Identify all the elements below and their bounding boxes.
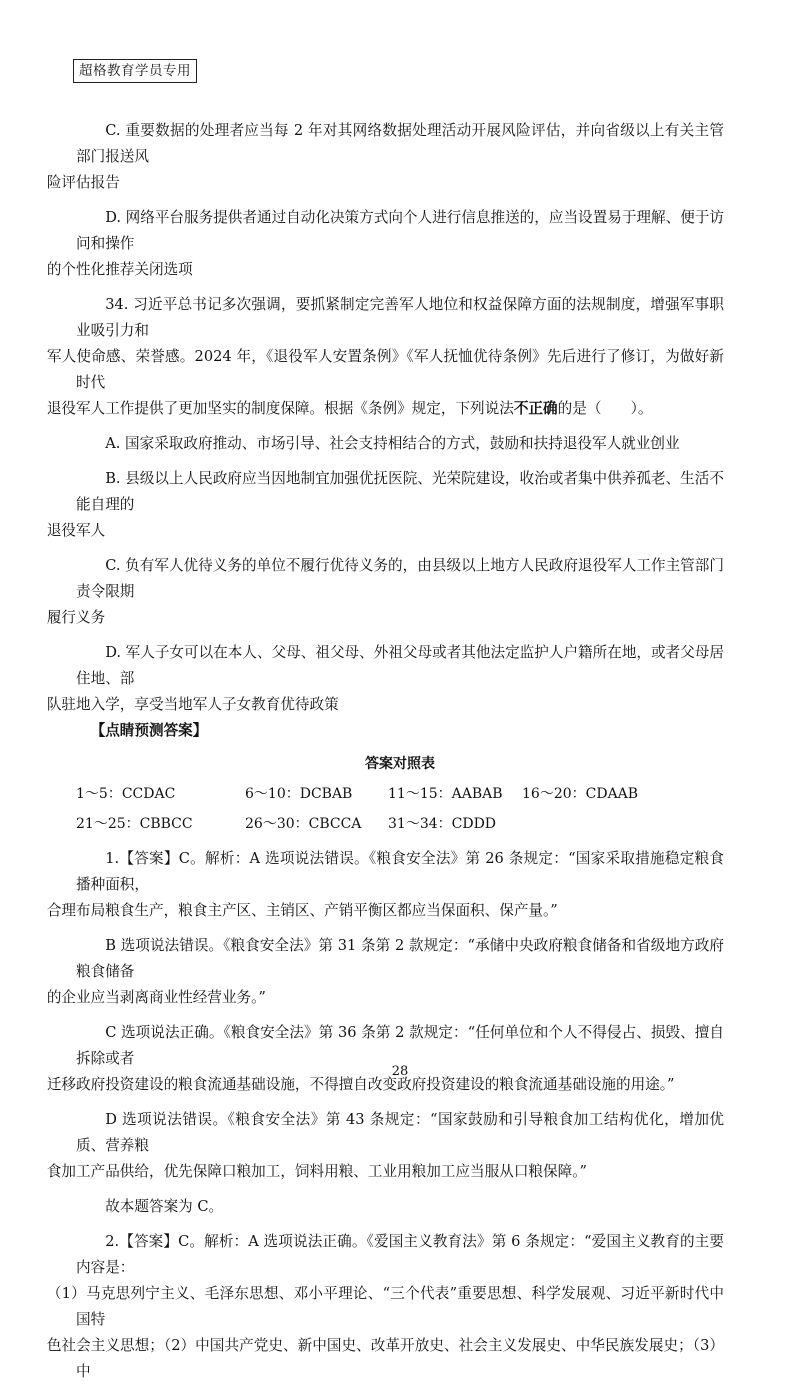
q34-option-b-line1: B. 县级以上人民政府应当因地制宜加强优抚医院、光荣院建设，收治或者集中供养孤老、生活不能自理的 bbox=[76, 470, 724, 513]
exp1-para-b-line2: 的企业应当剥离商业性经营业务。” bbox=[46, 989, 266, 1006]
answer-cell: 16～20：CDAAB bbox=[522, 786, 639, 802]
q33-option-c-line1: C. 重要数据的处理者应当每 2 年对其网络数据处理活动开展风险评估，并向省级以上有关主管部门报送风 bbox=[76, 122, 724, 165]
exp1-para-c-line1: C 选项说法正确。《粮食安全法》第 36 条第 2 款规定：“任何单位和个人不得侵占、损毁、擅自拆除或者 bbox=[76, 1024, 724, 1067]
exp2-line1: 2.【答案】C。解析：A 选项说法正确。《爱国主义教育法》第 6 条规定：“爱国主义教育的主要内容是： bbox=[76, 1233, 724, 1276]
answer-row-2 bbox=[76, 811, 724, 837]
q34-stem bbox=[46, 292, 724, 422]
answer-cell: 1～5：CCDAC bbox=[76, 786, 176, 802]
exp2-line3: 色社会主义思想；（2）中国共产党史、新中国史、改革开放史、社会主义发展史、中华民族发展史；（3）中 bbox=[46, 1337, 724, 1380]
answers-section-title: 【点睛预测答案】 bbox=[90, 722, 208, 739]
answer-table-title: 答案对照表 bbox=[365, 756, 435, 772]
q34-option-c-line2: 履行义务 bbox=[46, 609, 106, 626]
exp1-para-a-line1: 1.【答案】C。解析：A 选项说法错误。《粮食安全法》第 26 条规定：“国家采取措施稳定粮食播种面积， bbox=[76, 850, 724, 893]
exp1-para-b-line1: B 选项说法错误。《粮食安全法》第 31 条第 2 款规定：“承储中央政府粮食储备和省级地方政府粮食储备 bbox=[76, 937, 724, 980]
q34-option-d bbox=[46, 640, 724, 718]
q33-option-c bbox=[46, 118, 724, 196]
q34-stem-line3b: 的是（ ）。 bbox=[557, 400, 653, 417]
q34-stem-line1: 34. 习近平总书记多次强调，要抓紧制定完善军人地位和权益保障方面的法规制度，增强军事职业吸引力和 bbox=[76, 296, 724, 339]
q33-option-c-line2: 险评估报告 bbox=[46, 174, 120, 191]
q34-option-a: A. 国家采取政府推动、市场引导、社会支持相结合的方式，鼓励和扶持退役军人就业创业 bbox=[105, 435, 680, 452]
q33-option-d-line2: 的个性化推荐关闭选项 bbox=[46, 261, 193, 278]
q34-option-d-line2: 队驻地入学，享受当地军人子女教育优待政策 bbox=[46, 696, 339, 713]
q34-stem-emphasis: 不正确 bbox=[513, 400, 558, 417]
q34-stem-line2: 军人使命感、荣誉感。2024 年，《退役军人安置条例》《军人抚恤优待条例》先后进行了修订，为做好新时代 bbox=[46, 348, 724, 391]
exp1-para-d-line2: 食加工产品供给，优先保障口粮加工，饲料用粮、工业用粮加工应当服从口粮保障。” bbox=[46, 1163, 587, 1180]
exp2-line2: （1）马克思列宁主义、毛泽东思想、邓小平理论、“三个代表”重要思想、科学发展观、习近平新时代中国特 bbox=[46, 1285, 724, 1328]
answer-cell: 26～30：CBCCA bbox=[245, 816, 362, 832]
exp1-conclusion: 故本题答案为 C。 bbox=[105, 1198, 224, 1215]
q33-option-d bbox=[46, 205, 724, 283]
exp1-para-a-line2: 合理布局粮食生产，粮食主产区、主销区、产销平衡区都应当保面积、保产量。” bbox=[46, 902, 558, 919]
exp1-para-d-line1: D 选项说法错误。《粮食安全法》第 43 条规定：“国家鼓励和引导粮食加工结构优化，增加优质、营养粮 bbox=[76, 1111, 724, 1154]
answer-row-1 bbox=[76, 781, 724, 807]
header-label: 超格教育学员专用 bbox=[73, 59, 197, 83]
exp1-para-d bbox=[46, 1107, 724, 1185]
q34-option-c bbox=[46, 553, 724, 631]
exp1-para-b bbox=[46, 933, 724, 1011]
q34-option-b-line2: 退役军人 bbox=[46, 522, 106, 539]
q34-option-b bbox=[46, 466, 724, 544]
exp1-para-c-line2: 迁移政府投资建设的粮食流通基础设施，不得擅自改变政府投资建设的粮食流通基础设施的用途。” bbox=[46, 1076, 675, 1093]
answer-cell: 31～34：CDDD bbox=[388, 816, 497, 832]
exp1-para-c bbox=[46, 1020, 724, 1098]
page-number: 28 bbox=[391, 1064, 409, 1079]
page-content bbox=[46, 118, 724, 1385]
exp1-para-a bbox=[46, 846, 724, 924]
answer-cell: 6～10：DCBAB bbox=[245, 786, 353, 802]
answer-cell: 11～15：AABAB bbox=[388, 786, 503, 802]
q33-option-d-line1: D. 网络平台服务提供者通过自动化决策方式向个人进行信息推送的，应当设置易于理解、便于访问和操作 bbox=[76, 209, 724, 252]
answer-cell: 21～25：CBBCC bbox=[76, 816, 193, 832]
exp2-para bbox=[46, 1229, 724, 1385]
q34-option-d-line1: D. 军人子女可以在本人、父母、祖父母、外祖父母或者其他法定监护人户籍所在地，或者父母居住地、部 bbox=[76, 644, 724, 687]
q34-option-c-line1: C. 负有军人优待义务的单位不履行优待义务的，由县级以上地方人民政府退役军人工作主管部门责令限期 bbox=[76, 557, 724, 600]
q34-stem-line3a: 退役军人工作提供了更加坚实的制度保障。根据《条例》规定，下列说法 bbox=[46, 400, 514, 417]
